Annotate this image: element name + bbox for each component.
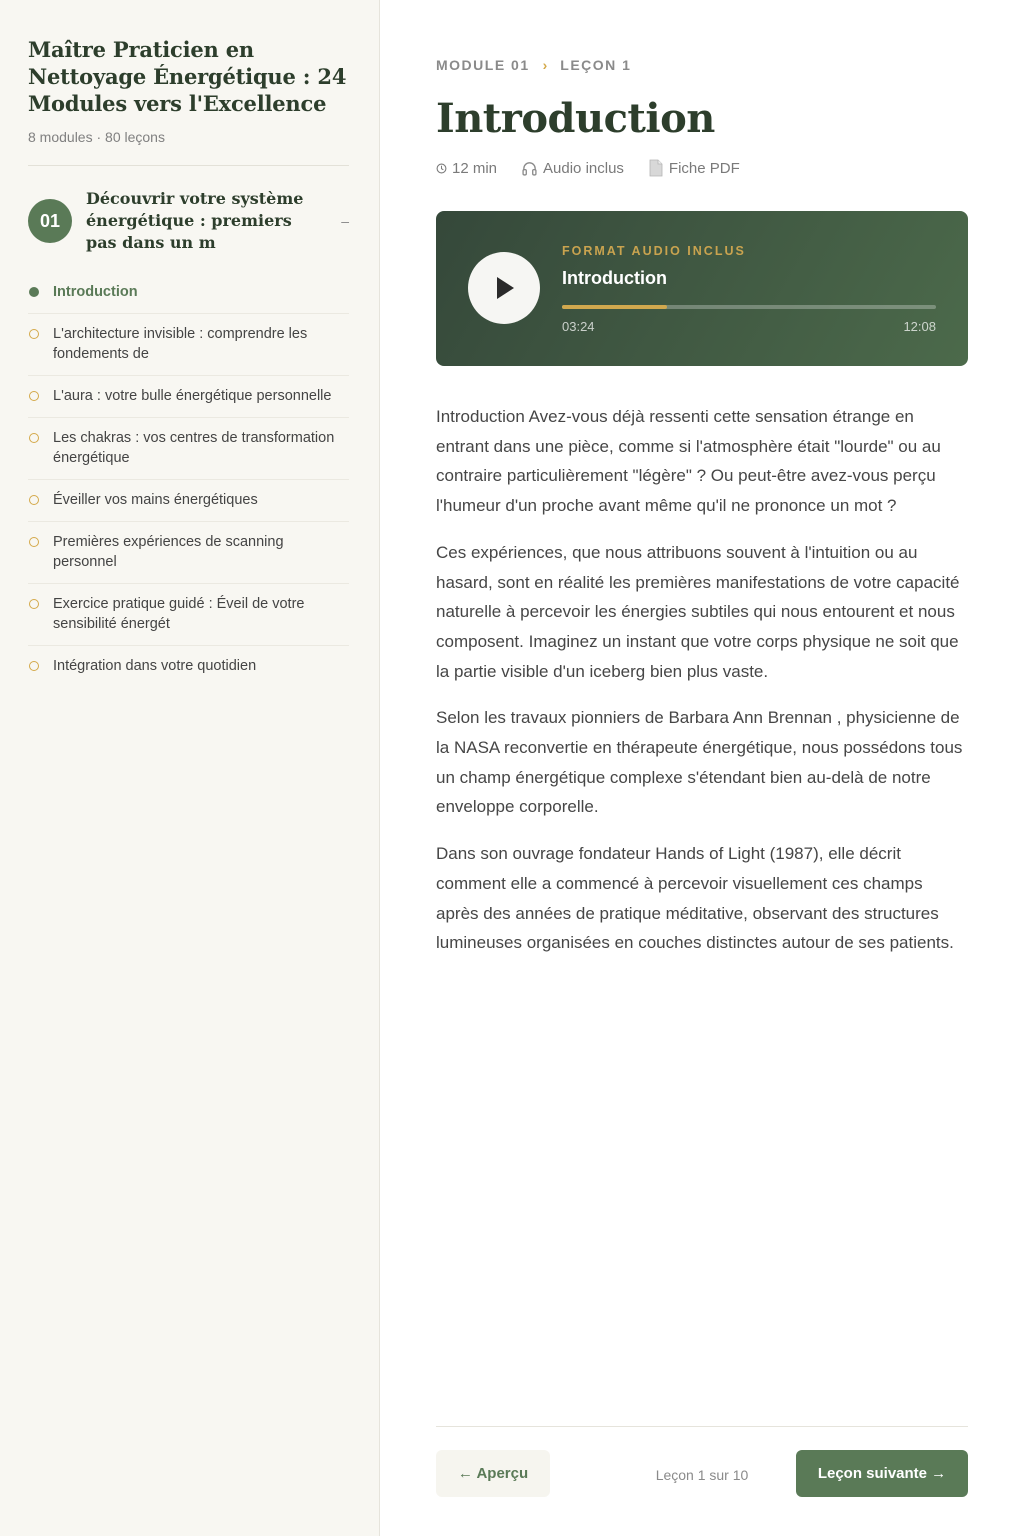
audio-progress-fill xyxy=(562,305,667,309)
sidebar xyxy=(0,0,380,1536)
content-paragraph: Selon les travaux pionniers de Barbara Ann Brennan , physicienne de la NASA reconvertie en thérapeute énergétique, nous possédons tous un champ énergétique complexe s'étendant bien au-delà de notre enveloppe corporelle. xyxy=(436,708,963,817)
lesson-status-icon xyxy=(29,661,39,671)
lesson-status-icon xyxy=(29,329,39,339)
content-paragraph: Dans son ouvrage fondateur Hands of Light (1987), elle décrit comment elle a commencé à percevoir visuellement ces champs après des années de pratique méditative, observant des structures lumineuses organisées en couches distinctes autour de ses patients. xyxy=(436,844,954,953)
course-title: Maître Praticien en Nettoyage Énergétique : 24 Modules vers l'Excellence xyxy=(28,37,347,116)
lesson-status-icon xyxy=(29,391,39,401)
play-icon xyxy=(492,275,516,301)
breadcrumb-lesson: LEÇON 1 xyxy=(560,57,632,73)
headphones-icon xyxy=(521,160,538,177)
audio-total-time: 12:08 xyxy=(903,319,936,334)
clock-icon xyxy=(436,163,447,174)
audio-progress-track[interactable] xyxy=(562,305,936,309)
audio-title: Introduction xyxy=(562,268,667,288)
lesson-list xyxy=(28,272,349,687)
collapse-icon[interactable]: – xyxy=(341,213,349,229)
content-paragraph: Introduction Avez-vous déjà ressenti cette sensation étrange en entrant dans une pièce, comme si l'atmosphère était "lourde" ou au contraire particulièrement "légère" ? Ou peut-être avez-vous perçu l'humeur d'un proche avant même qu'il ne prononce un mot ? xyxy=(436,407,941,516)
audio-text: Audio inclus xyxy=(543,159,624,177)
audio-format-label: FORMAT AUDIO INCLUS xyxy=(562,244,746,258)
pdf-text: Fiche PDF xyxy=(668,159,740,177)
page-title: Introduction xyxy=(436,95,715,142)
lesson-item-aura[interactable] xyxy=(28,376,349,418)
lesson-footer xyxy=(436,1426,968,1536)
lesson-label: Éveiller vos mains énergétiques xyxy=(53,492,258,508)
lesson-content xyxy=(436,402,968,958)
content-paragraph: Ces expériences, que nous attribuons souvent à l'intuition ou au hasard, sont en réalité les premières manifestations de votre capacité naturelle à percevoir les énergies subtiles qui nous entourent et nous composent. Imaginez un instant que votre corps physique ne soit que la partie visible d'un iceberg bien plus vaste. xyxy=(436,542,960,681)
lesson-item-mains[interactable] xyxy=(28,480,349,522)
lesson-status-icon xyxy=(29,599,39,609)
main-content xyxy=(436,0,968,1536)
lesson-label: Les chakras : vos centres de transformation énergétique xyxy=(53,430,335,466)
lesson-status-icon xyxy=(29,495,39,505)
lesson-counter: Leçon 1 sur 10 xyxy=(655,1467,749,1483)
duration-meta xyxy=(436,160,497,177)
lesson-label: Premières expériences de scanning personnel xyxy=(53,534,284,570)
lesson-status-icon xyxy=(29,537,39,547)
module-header[interactable] xyxy=(28,188,349,254)
module-title: Découvrir votre système énergétique : premiers pas dans un m xyxy=(86,189,304,252)
lesson-item-architecture[interactable] xyxy=(28,314,349,376)
lesson-label: Intégration dans votre quotidien xyxy=(53,658,257,674)
previous-button[interactable]: ← Aperçu xyxy=(436,1450,550,1497)
next-lesson-button[interactable]: Leçon suivante → xyxy=(796,1450,968,1497)
module-number-badge: 01 xyxy=(28,199,72,243)
duration-text: 12 min xyxy=(452,159,498,177)
lesson-item-introduction[interactable] xyxy=(28,272,349,314)
breadcrumb xyxy=(436,57,968,73)
lesson-status-icon xyxy=(29,287,39,297)
lesson-status-icon xyxy=(29,433,39,443)
breadcrumb-module[interactable]: MODULE 01 xyxy=(436,57,530,73)
play-button[interactable] xyxy=(468,252,540,324)
chevron-right-icon: › xyxy=(542,57,548,73)
document-icon xyxy=(648,159,664,177)
lesson-item-chakras[interactable] xyxy=(28,418,349,480)
lesson-label: Exercice pratique guidé : Éveil de votre sensibilité énergét xyxy=(53,596,305,632)
lesson-label: L'aura : votre bulle énergétique personnelle xyxy=(53,388,332,404)
lesson-meta xyxy=(436,159,968,177)
audio-meta xyxy=(521,160,624,177)
lesson-item-integration[interactable] xyxy=(28,646,349,687)
course-meta: 8 modules · 80 leçons xyxy=(28,129,165,145)
sidebar-divider xyxy=(28,165,349,166)
lesson-label: L'architecture invisible : comprendre les fondements de xyxy=(53,326,308,362)
pdf-meta[interactable] xyxy=(648,159,740,177)
lesson-item-scanning[interactable] xyxy=(28,522,349,584)
audio-player xyxy=(436,211,968,366)
lesson-label: Introduction xyxy=(53,284,138,300)
lesson-item-exercice[interactable] xyxy=(28,584,349,646)
audio-current-time: 03:24 xyxy=(562,319,595,334)
